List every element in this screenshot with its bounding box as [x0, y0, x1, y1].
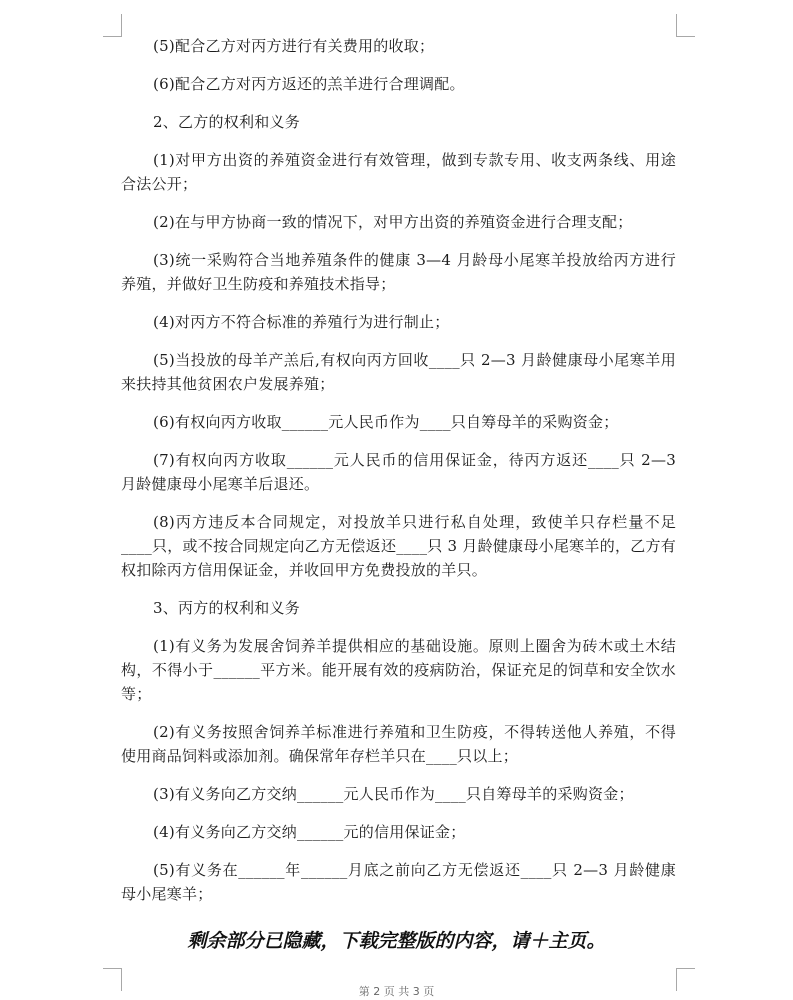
- paragraph: (1)对甲方出资的养殖资金进行有效管理，做到专款专用、收支两条线、用途合法公开；: [121, 151, 676, 193]
- paragraph: (3)统一采购符合当地养殖条件的健康 3—4 月龄母小尾寒羊投放给丙方进行养殖，并做好卫生防疫和养殖技术指导；: [121, 251, 676, 293]
- paragraph: (1)有义务为发展舍饲养羊提供相应的基础设施。原则上圈舍为砖木或土木结构，不得小于______平方米。能开展有效的疫病防治，保证充足的饲草和安全饮水等；: [121, 637, 676, 703]
- paragraph: (2)有义务按照舍饲养羊标准进行养殖和卫生防疫，不得转送他人养殖，不得使用商品饲料或添加剂。确保常年存栏羊只在____只以上；: [121, 723, 676, 765]
- section-heading: 3、丙方的权利和义务: [153, 599, 301, 617]
- paragraph: (5)配合乙方对丙方进行有关费用的收取；: [153, 37, 435, 55]
- page-number-footer: 第 2 页 共 3 页: [358, 985, 435, 998]
- paragraph: (8)丙方违反本合同规定，对投放羊只进行私自处理，致使羊只存栏量不足____只，或不按合同规定向乙方无偿返还____只 3 月龄健康母小尾寒羊的，乙方有权扣除丙方信用保证金，并收回甲方免费投放的羊只。: [121, 513, 676, 579]
- paragraph: (6)配合乙方对丙方返还的羔羊进行合理调配。: [153, 75, 465, 93]
- paragraph: (6)有权向丙方收取______元人民币作为____只自筹母羊的采购资金；: [153, 413, 619, 431]
- paragraph: (4)有义务向乙方交纳______元的信用保证金；: [153, 823, 466, 841]
- paragraph: (2)在与甲方协商一致的情况下，对甲方出资的养殖资金进行合理支配；: [153, 213, 633, 231]
- paragraph: (3)有义务向乙方交纳______元人民币作为____只自筹母羊的采购资金；: [153, 785, 634, 803]
- document-body: [121, 34, 676, 920]
- hidden-content-notice: 剩余部分已隐藏，下载完整版的内容，请＋主页。: [187, 930, 606, 952]
- crop-mark-top-left: [103, 14, 122, 37]
- crop-mark-top-right: [676, 14, 695, 37]
- paragraph: (7)有权向丙方收取______元人民币的信用保证金，待丙方返还____只 2—3 月龄健康母小尾寒羊后退还。: [121, 451, 676, 493]
- section-heading: 2、乙方的权利和义务: [153, 113, 301, 131]
- paragraph: (4)对丙方不符合标准的养殖行为进行制止；: [153, 313, 450, 331]
- paragraph: (5)当投放的母羊产羔后,有权向丙方回收____只 2—3 月龄健康母小尾寒羊用来扶持其他贫困农户发展养殖；: [121, 351, 676, 393]
- paragraph: (5)有义务在______年______月底之前向乙方无偿返还____只 2—3 月龄健康母小尾寒羊；: [121, 861, 676, 903]
